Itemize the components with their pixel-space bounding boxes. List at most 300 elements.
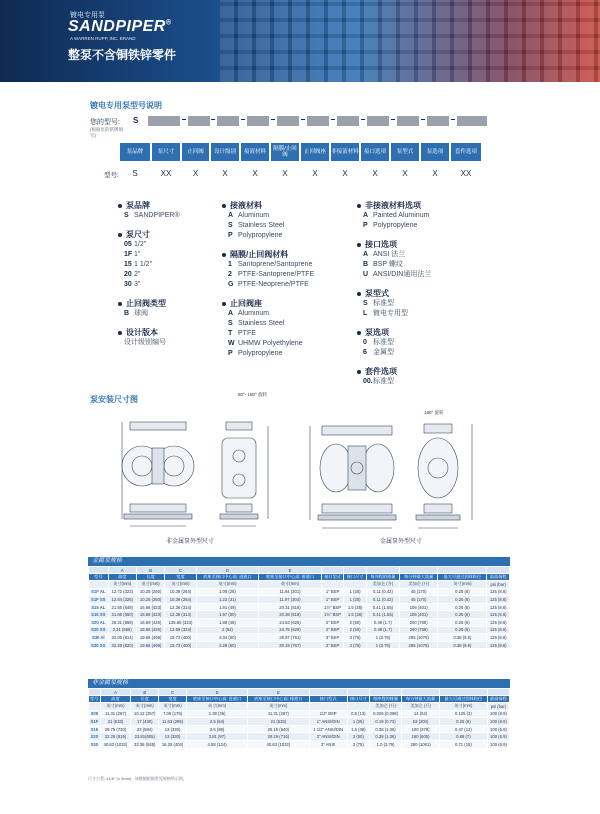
table-model-cell: S1F AL xyxy=(89,588,109,596)
options-column-3 xyxy=(357,200,431,395)
option-group-heading: 设计版本 xyxy=(118,327,180,338)
table-column-header: 宽度 xyxy=(165,574,196,581)
option-group xyxy=(357,288,431,319)
table-cell: 0.38 (9.5) xyxy=(438,634,487,642)
table-column-header: 底座至接口中心高: 进液口 xyxy=(196,574,259,581)
metal-spec-table xyxy=(88,557,510,649)
table-cell: 0.19 (0.72) xyxy=(369,718,401,726)
table-letter-header xyxy=(439,689,487,696)
option-item: 202" xyxy=(124,271,141,278)
table-cell: 20.38 (518) xyxy=(259,611,322,619)
table-letter-header xyxy=(487,567,510,574)
table-cell: 16.25 (404) xyxy=(159,740,187,748)
table-cell: 3" BSP xyxy=(321,634,344,642)
model-code-box[interactable] xyxy=(337,116,359,126)
table-letter-header: A xyxy=(100,689,131,696)
table-cell: 2" BSP xyxy=(321,618,344,626)
table-cell: 3" BSP xyxy=(321,641,344,649)
model-tag: 止回阀 xyxy=(182,143,209,161)
option-group xyxy=(118,298,180,319)
table-cell: 0.25 (6) xyxy=(438,618,487,626)
option-group-heading: 泵尺寸 xyxy=(118,229,180,240)
table-cell: 0.11 (0.42) xyxy=(366,596,399,604)
table-cell: 0.38 (9.5) xyxy=(438,641,487,649)
bullet-icon xyxy=(118,233,122,237)
table-cell: 24.75 (629) xyxy=(259,626,322,634)
table-cell: 19.66 (499) xyxy=(136,641,164,649)
options-column-1 xyxy=(118,200,180,356)
header-banner xyxy=(0,0,600,82)
table-cell: 11.31 (287) xyxy=(248,710,309,718)
table-cell: 28.75 (730) xyxy=(100,725,131,733)
table-letter-header xyxy=(89,689,101,696)
option-item: AAluminum xyxy=(228,212,270,219)
table-column-header: 接口尺寸 xyxy=(344,574,367,581)
table-model-cell: S20 AL xyxy=(89,618,109,626)
model-code: X xyxy=(372,169,378,178)
table-column-header: 接口型式 xyxy=(309,696,347,703)
table-unit-cell xyxy=(321,581,344,589)
model-code-box[interactable] xyxy=(247,116,269,126)
table-column-header: 底座至接口中心高: 排液口 xyxy=(248,696,309,703)
table-row xyxy=(89,611,510,619)
table-cell: 53 (200) xyxy=(402,718,440,726)
table-cell: 0.25 (6) xyxy=(438,603,487,611)
table-cell: 21 (533) xyxy=(248,718,309,726)
model-code-dash xyxy=(451,119,455,120)
table-cell: 1.0 (3.79) xyxy=(369,740,401,748)
table-cell: 1½" BSP xyxy=(321,603,344,611)
table-cell: 16.66 (423) xyxy=(136,611,164,619)
table-cell: 12.72 (323) xyxy=(108,588,136,596)
option-item: PPolypropylene xyxy=(228,350,283,357)
table-cell: 13 (330) xyxy=(159,733,187,741)
model-code-dash xyxy=(211,119,215,120)
table-letter-header xyxy=(399,567,437,574)
your-model-label: 您的型号: xyxy=(90,119,120,126)
brand-logo: SANDPIPER® xyxy=(68,18,172,35)
model-code: X xyxy=(432,169,438,178)
circuit-board-image xyxy=(220,0,600,82)
table-unit-cell xyxy=(89,581,109,589)
bullet-icon xyxy=(118,331,122,335)
table-cell: 29.97 (761) xyxy=(259,634,322,642)
table-cell: 285 (1079) xyxy=(399,641,437,649)
table-cell: 2.31 (669) xyxy=(108,626,136,634)
table-letter-header xyxy=(309,689,347,696)
table-model-cell: S30 xyxy=(89,740,101,748)
table-cell: 1 (25) xyxy=(347,718,369,726)
table-cell: 19.66 (499) xyxy=(136,634,164,642)
table-cell: 285 (1079) xyxy=(399,634,437,642)
bullet-icon xyxy=(222,302,226,306)
option-group-heading: 接液材料 xyxy=(222,200,314,211)
model-code: X xyxy=(252,169,258,178)
table-cell: 2 (50) xyxy=(344,626,367,634)
table-cell: 106 (401) xyxy=(399,603,437,611)
table-letter-header: C xyxy=(165,567,196,574)
table-cell: 0.026 (0.098) xyxy=(369,710,401,718)
table-cell: 100 (6.9) xyxy=(487,718,509,726)
table-cell: 0.25 (6) xyxy=(438,588,487,596)
table-column-header: 接口型式 xyxy=(321,574,344,581)
table-cell: 3 (75) xyxy=(347,740,369,748)
table-cell: 100 (6.9) xyxy=(487,733,509,741)
table-cell: 25.19 (640) xyxy=(248,725,309,733)
model-code-box[interactable] xyxy=(217,116,239,126)
option-item: AAluminum xyxy=(228,310,270,317)
table-cell: 10.13 (257) xyxy=(131,710,159,718)
table-cell: 15.73 (400) xyxy=(165,641,196,649)
table-row xyxy=(89,603,510,611)
option-group xyxy=(357,366,431,387)
table-unit-cell: psi (bar) xyxy=(487,703,509,711)
table-column-header: 接口尺寸 xyxy=(347,696,369,703)
table-cell: 10.39 (264) xyxy=(165,596,196,604)
model-code-dash xyxy=(301,119,305,120)
table-unit-cell: 英寸(mm) xyxy=(248,703,309,711)
table-model-cell: S1F xyxy=(90,718,99,724)
model-tag: 泵型式 xyxy=(391,143,419,161)
model-code-dash xyxy=(421,119,425,120)
bullet-icon xyxy=(357,331,361,335)
table-cell: 125 (8.6) xyxy=(487,603,510,611)
logo-subtitle: 镀电专用泵 xyxy=(70,12,105,19)
code-row-label: 型号: xyxy=(104,172,119,179)
model-code-dash xyxy=(271,119,275,120)
model-tag: 止回阀座 xyxy=(301,143,329,161)
bullet-icon xyxy=(357,370,361,374)
table-column-header: 每冲程的排量 xyxy=(366,574,399,581)
option-item: 303" xyxy=(124,281,141,288)
table-cell: 0.5 (13) xyxy=(347,710,369,718)
table-cell: 11.63 (295) xyxy=(159,718,187,726)
table-cell: 100 (6.9) xyxy=(487,725,509,733)
table-cell: 2 (50) xyxy=(347,733,369,741)
table-letter-header: D xyxy=(196,567,259,574)
table-model-cell: S20 xyxy=(89,733,101,741)
table-cell: 1½" BSP xyxy=(321,611,344,619)
option-item: PPolypropylene xyxy=(363,222,418,229)
brand-tagline: A WARREN RUPP, INC. BRAND xyxy=(70,36,136,41)
table-column-header: 每冲程的排量 xyxy=(369,696,401,703)
table-cell: 1.22 (31) xyxy=(196,596,259,604)
table-letter-header: E xyxy=(259,567,322,574)
table-model-cell: S20 SS xyxy=(89,626,109,634)
table-row xyxy=(89,626,510,634)
table-cell: 2 (50) xyxy=(344,618,367,626)
table-unit-cell xyxy=(344,581,367,589)
table-cell: 12.84 (326) xyxy=(108,596,136,604)
table-cell: 10.25 (260) xyxy=(136,596,164,604)
table-cell: 1 (25) xyxy=(344,588,367,596)
table-cell: 125 (8.6) xyxy=(487,611,510,619)
metal-caption: 金属泵外型尺寸 xyxy=(380,539,423,545)
table-cell: 23.81(605) xyxy=(131,733,159,741)
table-row xyxy=(89,618,510,626)
table-cell: 12.59 (323) xyxy=(165,626,196,634)
model-tag: 非接液材料 xyxy=(331,143,359,161)
table-column-header: 型号 xyxy=(90,696,99,701)
option-item: 1F1" xyxy=(124,251,141,258)
table-unit-cell: 英寸(mm) xyxy=(108,581,136,589)
table-cell: 16.69 (426) xyxy=(136,618,164,626)
option-item: UANSI/DIN通用法兰 xyxy=(363,271,432,278)
table-cell: 1 1/2" ANSI/DIN xyxy=(309,725,347,733)
nonmetal-caption: 非金属泵外型尺寸 xyxy=(166,539,215,545)
table-unit-cell: 英寸(mm) xyxy=(165,581,196,589)
option-item: L镀电专用型 xyxy=(363,310,408,317)
table-model-cell: S30 SS xyxy=(89,641,109,649)
nonmetal-pump-drawing xyxy=(108,408,288,534)
model-code-box[interactable] xyxy=(427,116,449,126)
model-code-box[interactable] xyxy=(277,116,299,126)
table-cell: 1.91 (49) xyxy=(196,603,259,611)
option-item: 0标准型 xyxy=(363,339,394,346)
rotation-note-1: 90°- 180° 旋转 xyxy=(238,392,268,397)
table-unit-cell: 英寸(mm) xyxy=(100,703,131,711)
table-cell: 0.47 (12) xyxy=(439,725,487,733)
your-model-note: (根据泵的铭牌填写) xyxy=(90,127,123,138)
table-unit-cell: 英寸(mm) xyxy=(438,581,487,589)
bullet-icon xyxy=(222,253,226,257)
option-item: 6金属型 xyxy=(363,349,394,356)
table-row xyxy=(89,725,510,733)
model-tag: 接液材料 xyxy=(241,143,269,161)
table-model-cell: S15 SS xyxy=(89,611,109,619)
option-item: TPTFE xyxy=(228,330,256,337)
table-cell: 32.06 (814) xyxy=(108,634,136,642)
table-row xyxy=(89,596,510,604)
table-row xyxy=(89,641,510,649)
table-cell: 0.125 (3) xyxy=(439,710,487,718)
model-code: X xyxy=(222,169,228,178)
option-item: BBSP 螺纹 xyxy=(363,261,403,268)
model-code-box[interactable] xyxy=(148,116,180,126)
option-group xyxy=(222,249,314,290)
model-s-letter: S xyxy=(133,116,139,125)
model-code-box[interactable] xyxy=(188,116,210,126)
table-cell: 0.88 (7) xyxy=(439,733,487,741)
table-cell: 125 (8.6) xyxy=(487,618,510,626)
table-cell: 3.5 (89) xyxy=(186,725,247,733)
table-model-cell: S1F SS xyxy=(89,596,109,604)
table-unit-cell: 美加仑 (升) xyxy=(369,703,401,711)
table-cell: 106 (401) xyxy=(399,611,437,619)
table-letter-header xyxy=(321,567,344,574)
table-cell: 0.38 (1.36) xyxy=(369,733,401,741)
table-cell: 200 (758) xyxy=(399,626,437,634)
model-code-box[interactable] xyxy=(457,116,487,126)
table-letter-header: C xyxy=(159,689,187,696)
table-cell: 16.66 (423) xyxy=(136,603,164,611)
table-cell: 40.63 (1032) xyxy=(248,740,309,748)
model-code: XX xyxy=(160,169,172,178)
table-cell: 1.88 (48) xyxy=(196,618,259,626)
option-item: SStainless Steel xyxy=(228,222,285,229)
table-cell: 125 (8.6) xyxy=(487,596,510,604)
option-item: 1Santoprene/Santoprene xyxy=(228,261,313,268)
table-cell: 1.5 (38) xyxy=(344,603,367,611)
table-model-cell: S15 AL xyxy=(89,603,109,611)
table-cell: 1.97 (50) xyxy=(196,611,259,619)
table-cell: 32.25 (819) xyxy=(100,733,131,741)
table-letter-header xyxy=(89,567,109,574)
bullet-icon xyxy=(118,204,122,208)
table-cell: 24.63 (625) xyxy=(259,618,322,626)
table-unit-cell: 美加仑 (升) xyxy=(399,581,437,589)
table-unit-cell: 英寸(mm) xyxy=(136,581,164,589)
table-cell: 1 (3.79) xyxy=(366,634,399,642)
table-cell: 3" ANSI xyxy=(309,740,347,748)
table-cell: 20.31 (516) xyxy=(259,603,322,611)
table-cell: 23 (584) xyxy=(131,725,159,733)
model-code-dash xyxy=(241,119,245,120)
table-column-header: 最大可通过固体粒径 xyxy=(438,574,487,581)
model-tag: 设计级别 xyxy=(211,143,239,161)
table-cell: 0.25 (6) xyxy=(438,596,487,604)
option-group xyxy=(222,298,314,359)
table-cell: 45 (170) xyxy=(399,588,437,596)
option-item: S标准型 xyxy=(363,300,394,307)
table-cell: 2" BSP xyxy=(321,626,344,634)
table-cell: 1" BSP xyxy=(321,596,344,604)
table-column-header: 高度 xyxy=(100,696,131,703)
model-code: X xyxy=(342,169,348,178)
option-item: AANSI 法兰 xyxy=(363,251,406,258)
table-cell: 280 (1061) xyxy=(402,740,440,748)
table-cell: 3 (75) xyxy=(344,634,367,642)
table-letter-header xyxy=(438,567,487,574)
table-row xyxy=(89,718,510,726)
table-letter-header: B xyxy=(136,567,164,574)
model-tag: 泵尺寸 xyxy=(152,143,180,161)
model-tag: 套件选项 xyxy=(451,143,481,161)
model-code: X xyxy=(312,169,318,178)
table-cell: 12.36 (314) xyxy=(165,603,196,611)
option-group xyxy=(222,200,314,241)
table-cell: 100 (6.9) xyxy=(487,710,509,718)
option-group-heading: 接口选项 xyxy=(357,239,431,250)
table-cell: 17 (430) xyxy=(131,718,159,726)
table-column-header: 长度 xyxy=(131,696,159,703)
table-unit-cell xyxy=(309,703,347,711)
table-unit-cell: psi (bar) xyxy=(487,581,510,589)
table-cell: 100 (6.9) xyxy=(487,740,509,748)
table-column-header: 每分钟最大流量 xyxy=(399,574,437,581)
option-item: 2PTFE-Santoprene/PTFE xyxy=(228,271,315,278)
table-row xyxy=(89,710,510,718)
metal-table-title: 金属泵规格 xyxy=(88,557,510,566)
model-code: S xyxy=(132,169,138,178)
option-item: 051/2" xyxy=(124,241,147,248)
model-tag: 泵选项 xyxy=(421,143,449,161)
model-code: X xyxy=(282,169,288,178)
table-unit-cell: 美加仑 (升) xyxy=(366,581,399,589)
table-letter-header: A xyxy=(108,567,136,574)
model-tag: 泵品牌 xyxy=(120,143,150,161)
table-letter-header xyxy=(402,689,440,696)
metal-pump-drawing xyxy=(300,412,510,534)
table-column-header: 高度 xyxy=(108,574,136,581)
table-column-header: 最大可通过固体粒径 xyxy=(439,696,487,703)
table-cell: 0.49 (1.7) xyxy=(366,618,399,626)
banner-title: 整泵不含铜铁锌零件 xyxy=(68,48,177,62)
dimensions-section-title: 泵安装尺寸图 xyxy=(90,395,138,404)
table-cell: 2" ANSI/DIN xyxy=(309,733,347,741)
table-cell: 1/2" BSP xyxy=(309,710,347,718)
option-item: SSANDPIPER® xyxy=(124,212,180,219)
table-cell: 2 (53) xyxy=(196,626,259,634)
option-group xyxy=(357,239,431,280)
table-cell: 125 (8.6) xyxy=(487,634,510,642)
table-model-cell: S05 xyxy=(89,710,101,718)
model-code: X xyxy=(192,169,199,178)
table-column-header: 每分钟最大流量 xyxy=(402,696,440,703)
model-tag: 隔膜/止回阀 xyxy=(271,143,299,161)
table-unit-cell: 英寸(mm) xyxy=(439,703,487,711)
option-group-heading: 泵品牌 xyxy=(118,200,180,211)
table-cell: 14 (52) xyxy=(402,710,440,718)
model-code: X xyxy=(402,169,408,178)
table-row xyxy=(89,634,510,642)
table-cell: 2.34 (60) xyxy=(196,634,259,642)
table-cell: 12.36 (314) xyxy=(165,611,196,619)
nonmetal-spec-table xyxy=(88,679,510,749)
table-cell: 0.49 (1.7) xyxy=(366,626,399,634)
table-cell: 10.25 (260) xyxy=(136,588,164,596)
table-cell: 11.84 (301) xyxy=(259,588,322,596)
table-column-header: 长度 xyxy=(136,574,164,581)
table-column-header: 型号 xyxy=(89,574,109,581)
table-cell: 2.28 (60) xyxy=(196,641,259,649)
table-cell: 4.88 (124) xyxy=(186,740,247,748)
option-group xyxy=(118,200,180,221)
nonmetal-table-title: 非金属泵规格 xyxy=(88,679,510,688)
table-cell: 11.97 (304) xyxy=(259,596,322,604)
model-code-box[interactable] xyxy=(307,116,329,126)
option-group-heading: 止回阀类型 xyxy=(118,298,180,309)
table-cell: 11.31 (287) xyxy=(100,710,131,718)
bullet-icon xyxy=(357,292,361,296)
table-cell: 1.5 (38) xyxy=(344,611,367,619)
table-cell: 1.5 (38) xyxy=(347,725,369,733)
footnote: 尺寸公差: ±1/8" (± 3mm) · 该数据根据常见规格所示图。 xyxy=(88,776,187,781)
table-cell: 0.41 (1.55) xyxy=(366,603,399,611)
option-item: 设计级别编号 xyxy=(124,339,166,346)
table-cell: 0.25 (6) xyxy=(439,718,487,726)
table-cell: 33.38 (848) xyxy=(131,740,159,748)
table-cell: 3 (75) xyxy=(344,641,367,649)
table-cell: 40.63 (1032) xyxy=(100,740,131,748)
table-cell: 32.28 (820) xyxy=(108,641,136,649)
table-model-cell: S30 Al xyxy=(89,634,109,642)
rotation-note-2: 180° 旋转 xyxy=(424,410,444,415)
table-cell: 125 (8.6) xyxy=(487,626,510,634)
table-cell: 100 (379) xyxy=(402,725,440,733)
table-column-header: 宽度 xyxy=(159,696,187,703)
table-cell: 45 (170) xyxy=(399,596,437,604)
table-cell: 16.66 (426) xyxy=(136,626,164,634)
model-code-box[interactable] xyxy=(397,116,419,126)
model-code-box[interactable] xyxy=(367,116,389,126)
table-cell: 2.5 (64) xyxy=(186,718,247,726)
table-cell: 125 (8.6) xyxy=(487,641,510,649)
table-cell: 1" ANSI/DIN xyxy=(309,718,347,726)
bullet-icon xyxy=(357,243,361,247)
table-letter-header: D xyxy=(186,689,247,696)
table-cell: 1.38 (35) xyxy=(186,710,247,718)
